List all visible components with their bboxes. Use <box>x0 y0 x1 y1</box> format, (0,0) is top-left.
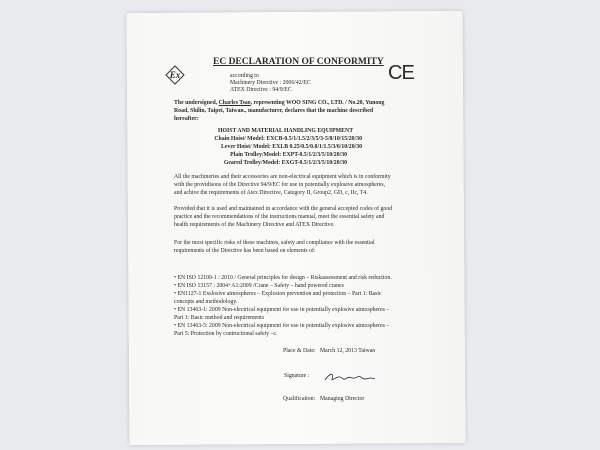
equipment-line: Lever Hoist/ Model: EXLB 0.25/0.5/0.8/1/1.5/3/6/10/20/30 <box>221 144 362 150</box>
paragraph-conformity-line: with the providisons of the Directive 94/9/EC for use in potentially explosive atmospheres, <box>174 182 386 188</box>
handwritten-signature <box>322 370 378 384</box>
paragraph-conformity-line: All the machineries and their accessories are non-electrical equipment which is in conformity <box>174 174 391 180</box>
equipment-line: Chain Hoist/ Model: EXCB-0.5/1/1.5/2/3/5/3-5/8/10/15/20/30 <box>214 136 362 142</box>
standard-item: Part 1: Basic method and requirements <box>174 315 264 321</box>
paragraph-usage-line: practice and the recommendations of the instructions manual, meet the essential safety and <box>174 214 385 220</box>
paragraph-usage-line: Provided that it is used and maintained in accordance with the general accepted codes of good <box>174 206 393 212</box>
standard-item: concepts and methodology. <box>174 299 238 305</box>
place-date-label: Place & Date: <box>283 348 316 354</box>
equipment-heading: HOIST AND MATERIAL HANDLING EQUIPMENT <box>218 128 354 134</box>
signature-label: Signature : <box>284 373 310 379</box>
standard-item: Part 5: Protection by contructional safety –c. <box>174 331 278 337</box>
company-address: , representing WOO SING CO., LTD. / No.20, Yunong <box>250 100 385 106</box>
according-to: according to <box>230 73 259 79</box>
paragraph-conformity-line: and achive the requirements of Atex Directive, Category II, Group2, GD, c, IIc, T4. <box>174 190 368 196</box>
equipment-line: Geared Trolley/Model: EXGT-0.5/1/2/3/5/10/20/30 <box>223 160 347 166</box>
undersigned-prefix: The undersigned, <box>174 100 219 106</box>
qualification-label: Qualification: <box>283 396 316 402</box>
standard-item: • EN 13463-1: 2009 Non-electrical equipment for use in potentially explosive atmospheres – <box>174 307 390 313</box>
undersigned-line-2: Road, Shilin, Taipei, Taiwan., manufacturer, declares that the machine described <box>174 108 374 114</box>
paragraph-usage-line: health requirements of the Machinery Directive and ATEX Directive. <box>174 222 335 228</box>
standard-item: • EN ISO 13157 : 2004+A1:2009 /Crane – Safety – hand powered cranes <box>174 283 344 289</box>
undersigned-line-1 <box>174 100 384 108</box>
place-date-value: March 12, 2013 Taiwan <box>320 348 376 354</box>
equipment-line: Plain Trolley/Model: EXPT-0.5/1/2/3/5/10/20/30 <box>230 152 347 158</box>
machinery-directive: Machinery Directive : 2006/42/EC <box>230 80 311 86</box>
ex-logo-text: Ex <box>169 70 181 80</box>
standard-item: • EN1127-1 Exslosive atmospheres – Explosion prevention and protection – Part 1: Basic <box>174 291 382 297</box>
document-title: EC DECLARATION OF CONFORMITY <box>213 57 384 67</box>
ce-mark-icon: CE <box>388 62 414 84</box>
qualification-value: Managing Director <box>320 396 365 402</box>
undersigned-line-3: hereafter: <box>174 116 199 122</box>
paragraph-risks-line: requirements of the Directive has been based on elements of: <box>174 248 316 254</box>
signatory-name: Charles Tsao <box>218 100 251 106</box>
atex-directive: ATEX Directive : 94/9/EC <box>230 87 292 93</box>
standard-item: • EN ISO 12100-1 : 2010 / General principles for design – Riskassessment and risk reduction. <box>174 275 392 281</box>
standard-item: • EN 13463-5: 2009 Non-electrical equipment for use in potentially explosive atmospheres – <box>174 323 390 329</box>
ex-atex-logo-icon <box>165 65 185 85</box>
paragraph-risks-line: For the most specific risks of these machines, safety and compliance with the essential <box>174 240 375 246</box>
